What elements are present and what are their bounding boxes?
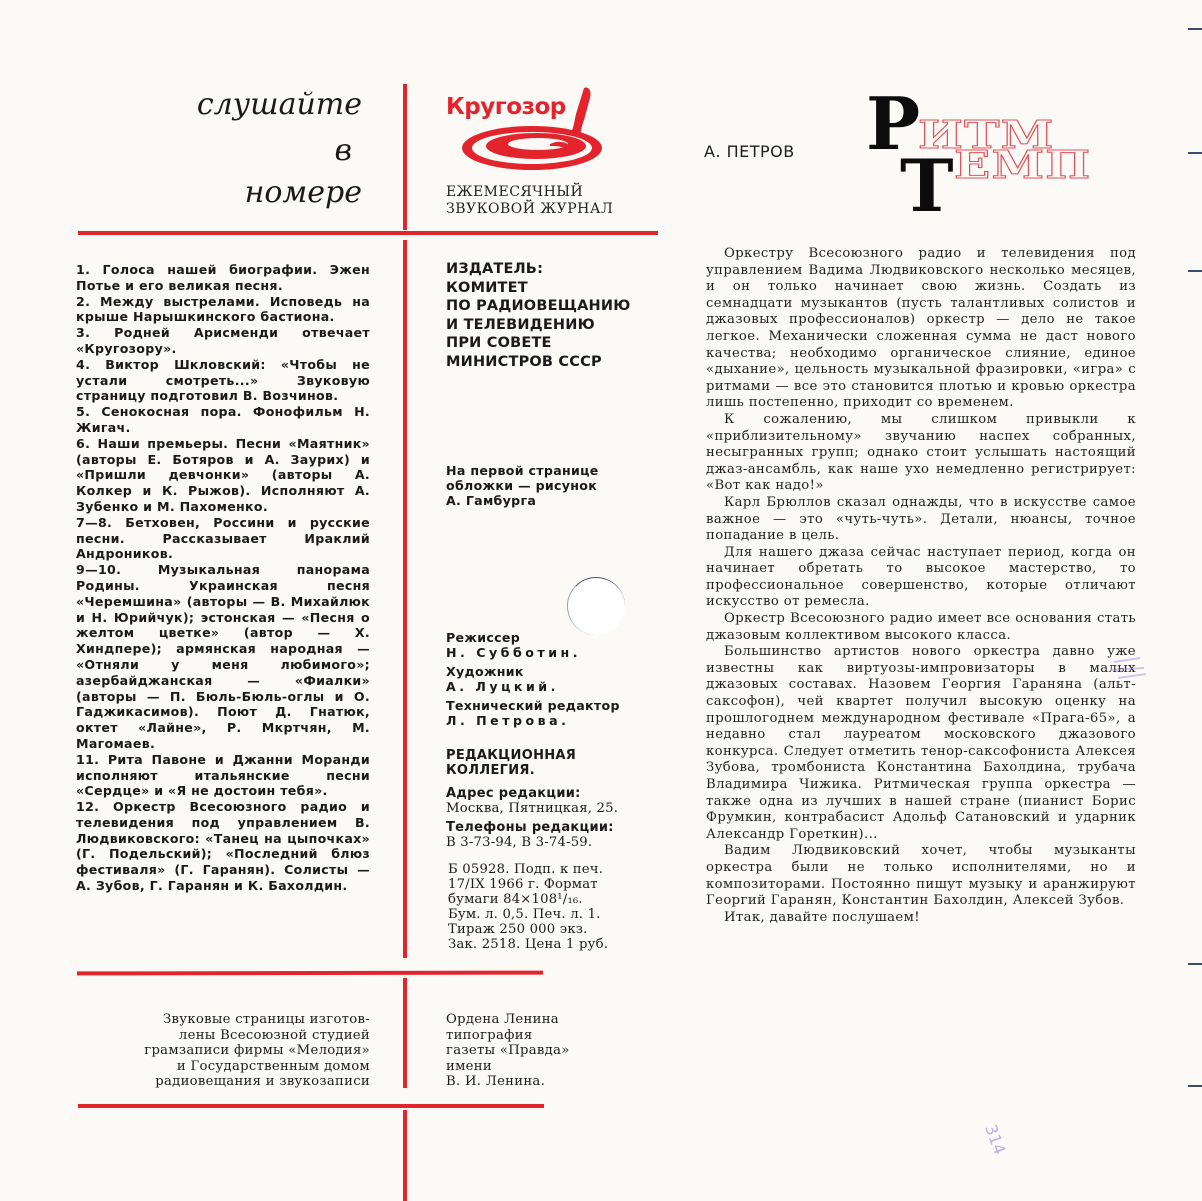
- recording-note-line: и Государственным домом: [176, 1058, 370, 1074]
- cover-note-line: А. Гамбурга: [446, 493, 537, 508]
- vertical-rule-top: [403, 84, 407, 230]
- recording-note-line: Звуковые страницы изготов-: [163, 1012, 370, 1027]
- credit-role: Технический редактор: [446, 698, 620, 713]
- phones-label: Телефоны редакции:: [446, 820, 614, 835]
- article-paragraph: Вадим Людвиковский хочет, чтобы музыканты оркестра были не только исполнителями, но и композиторами. Постоянно пишут музыку и аранжируют Георгий Гаранян, Константин Бахолдин, Алексей Зубов.: [706, 843, 1136, 909]
- credit-tech-editor: [446, 698, 661, 728]
- credits-block: [446, 630, 661, 728]
- article-body: [706, 246, 1136, 926]
- horizontal-rule-bottom: [78, 1104, 544, 1108]
- heading-line-issue: номере: [244, 175, 362, 210]
- contents-item: 9—10. Музыкальная панорама Родины. Украинская песня «Черемшина» (авторы — В. Михайлюк и Н. Юрийчук); эстонская — «Песня о желтом цветке» (автор — Х. Хиндпере); армянская народная — «Отняли у меня любимого»; азербайджанская — «Фиалки» (авторы — П. Бюль-Бюль-оглы и О. Гаджикасимов). Поют Д. Гнатюк, октет «Лайне», Р. Мкртчян, М. Магомаев.: [76, 562, 370, 751]
- credit-role: Режиссер: [446, 630, 521, 645]
- subtitle-line-monthly: ЕЖЕМЕСЯЧНЫЙ: [446, 184, 584, 200]
- contents-item: 11. Рита Павоне и Джанни Моранди исполняют итальянские песни «Сердце» и «Я не достоин тебя».: [76, 751, 370, 799]
- printer-note-line: В. И. Ленина.: [446, 1074, 546, 1090]
- magazine-logo: [446, 84, 616, 184]
- recording-note-line: лены Всесоюзной студией: [178, 1027, 370, 1043]
- print-info: [448, 862, 663, 952]
- vertical-rule-middle: [403, 240, 407, 958]
- article-paragraph: К сожалению, мы слишком привыкли к «приблизительному» звучанию наспех собранных, несыгранных групп; однако стоит услышать настоящий джаз-ансамбль, как наше ухо немедленно регистрирует: «Вот как надо!»: [706, 411, 1136, 494]
- magazine-name: Кругозор: [446, 94, 566, 120]
- address-value: Москва, Пятницкая, 25.: [446, 801, 619, 816]
- printer-note: [446, 1012, 666, 1090]
- horizontal-rule-middle: [77, 971, 543, 976]
- cover-note: [446, 463, 661, 508]
- print-info-line: Зак. 2518. Цена 1 руб.: [448, 937, 609, 952]
- phones-value: В 3-73-94, В 3-74-59.: [446, 835, 593, 850]
- contents-item: 4. Виктор Шкловский: «Чтобы не устали смотреть...» Звуковую страницу подготовил В. Возчинов.: [76, 356, 370, 404]
- address-label: Адрес редакции:: [446, 786, 581, 801]
- board-line: КОЛЛЕГИЯ.: [446, 763, 535, 778]
- article-author: А. ПЕТРОВ: [704, 142, 795, 161]
- contents-list: [76, 262, 370, 894]
- horizontal-rule-top: [78, 231, 658, 235]
- magazine-subtitle: [446, 184, 613, 218]
- publisher-line: МИНИСТРОВ СССР: [446, 353, 602, 370]
- article-title: [860, 81, 1160, 228]
- print-info-line: Тираж 250 000 экз.: [448, 922, 588, 937]
- recording-note: [100, 1012, 370, 1090]
- contents-item: 5. Сенокосная пора. Фонофильм Н. Жигач.: [76, 404, 370, 435]
- publisher-line: ИЗДАТЕЛЬ:: [446, 261, 544, 277]
- printer-note-line: Ордена Ленина: [446, 1012, 559, 1027]
- contents-item: 7—8. Бетховен, Россини и русские песни. Рассказывает Ираклий Андроников.: [76, 514, 370, 562]
- ink-smudge: [1110, 648, 1150, 688]
- edge-mark: [1188, 28, 1202, 30]
- credit-role: Художник: [446, 664, 524, 679]
- board-line: РЕДАКЦИОННАЯ: [446, 748, 577, 763]
- article-paragraph: Большинство артистов нового оркестра давно уже известны как виртуозы-импровизаторы в малых джазовых составах. Назовем Георгия Гараняна (альт-саксофон), чей квартет получил высокую оценку на прошлогоднем международном фестивале «Прага-65», а недавно стал лауреатом московского джазового конкурса. Следует отметить тенор-саксофониста Алексея Зубова, тромбониста Константина Бахолдина, трубача Владимира Чижика. Ритмическая группа оркестра — также одна из лучших в нашей стране (пианист Борис Фрумкин, контрабасист Адольф Сатановский и ударник Александр Горeткин)...: [706, 644, 1136, 842]
- edge-mark: [1188, 270, 1202, 272]
- contents-item: 12. Оркестр Всесоюзного радио и телевидения под управлением В. Людвиковского: «Танец на цыпочках» (Г. Подельский); «Последний блюз фестиваля» (Г. Гаранян). Солисты — А. Зубов, Г. Гаранян и К. Бахолдин.: [76, 799, 370, 894]
- cover-note-line: обложки — рисунок: [446, 478, 598, 493]
- publisher-line: ПРИ СОВЕТЕ: [446, 335, 552, 351]
- cover-note-line: На первой странице: [446, 463, 599, 478]
- title-word-emp: ЕМП: [954, 142, 1092, 187]
- edge-mark: [1188, 963, 1202, 965]
- printer-note-line: имени: [446, 1058, 492, 1074]
- credit-artist: [446, 664, 661, 694]
- publisher-line: И ТЕЛЕВИДЕНИЮ: [446, 316, 595, 333]
- article-paragraph: Итак, давайте послушаем!: [724, 909, 920, 925]
- credit-name: Н. Субботин.: [446, 645, 582, 660]
- print-info-line: бумаги 84×108¹/₁₆.: [448, 892, 583, 907]
- credit-director: [446, 630, 661, 660]
- editorial-board: [446, 748, 661, 778]
- article-paragraph: Оркестру Всесоюзного радио и телевидения под управлением Вадима Людвиковского несколько месяцев, и он только начинает свою жизнь. Создать из семнадцати музыкантов (пусть талантливых солистов и джазовых профессионалов) оркестр — дело не такое легкое. Механически сложенная сумма не даст нового качества; необходимо органическое слияние, единое «дыхание», цельность музыкальной фразировки, «игра» с ритмами — все это становится плотью и кровью оркестра лишь постепенно, приходит со временем.: [706, 246, 1136, 411]
- article-paragraph: Карл Брюллов сказал однажды, что в искусстве самое важное — это «чуть-чуть». Детали, нюансы, точное попадание в цель.: [706, 494, 1136, 544]
- title-word-itm: ИТМ: [918, 112, 1055, 157]
- contents-item: 1. Голоса нашей биографии. Эжен Потье и его великая песня.: [76, 262, 370, 293]
- recording-note-line: грамзаписи фирмы «Мелодия»: [144, 1043, 370, 1059]
- edge-mark: [1188, 1085, 1202, 1087]
- article-paragraph: Оркестр Всесоюзного радио имеет все основания стать джазовым коллективом высокого класса.: [706, 611, 1136, 643]
- contents-item: 6. Наши премьеры. Песни «Маятник» (авторы Е. Ботяров и А. Заурих) и «Пришли девчонки» (авторы А. Колкер и К. Рыжов). Исполняют А. Зубенко и М. Пахоменко.: [76, 435, 370, 514]
- record-with-needle-icon: [446, 84, 616, 184]
- ink-smudge-icon: [1110, 648, 1150, 688]
- print-info-line: Бум. л. 0,5. Печ. л. 1.: [448, 907, 601, 922]
- printer-note-line: газеты «Правда»: [446, 1043, 570, 1059]
- record-spindle-hole: [567, 577, 625, 635]
- heading-line-in: в: [334, 133, 352, 168]
- contents-item: 3. Родней Арисменди отвечает «Кругозору».: [76, 325, 370, 356]
- title-initial-t: Т: [900, 143, 954, 228]
- publisher-line: КОМИТЕТ: [446, 279, 528, 296]
- credit-name: Л. Петрова.: [446, 713, 570, 728]
- print-info-line: Б 05928. Подп. к печ.: [448, 862, 604, 877]
- credit-name: А. Луцкий.: [446, 679, 559, 694]
- publisher-block: [446, 260, 661, 371]
- publisher-line: ПО РАДИОВЕЩАНИЮ: [446, 298, 631, 314]
- subtitle-line-sound-journal: ЗВУКОВОЙ ЖУРНАЛ: [446, 201, 614, 217]
- address-block: [446, 786, 661, 850]
- vertical-rule-lower: [403, 978, 407, 1088]
- contents-item: 2. Между выстрелами. Исповедь на крыше Нарышкинского бастиона.: [76, 293, 370, 325]
- vertical-rule-bottom: [403, 1110, 407, 1201]
- print-info-line: 17/IX 1966 г. Формат: [448, 877, 598, 892]
- recording-note-line: радиовещания и звукозаписи: [155, 1074, 370, 1090]
- handwritten-stamp: 314: [981, 1121, 1010, 1158]
- article-paragraph: Для нашего джаза сейчас наступает период, когда он начинает обретать то высокое мастерство, то профессиональное совершенство, которые отличают искусство от ремесла.: [706, 544, 1136, 610]
- title-initial-r: Р: [866, 81, 921, 166]
- edge-mark: [1188, 152, 1202, 154]
- printer-note-line: типография: [446, 1027, 533, 1043]
- heading-line-listen: слушайте: [196, 87, 362, 122]
